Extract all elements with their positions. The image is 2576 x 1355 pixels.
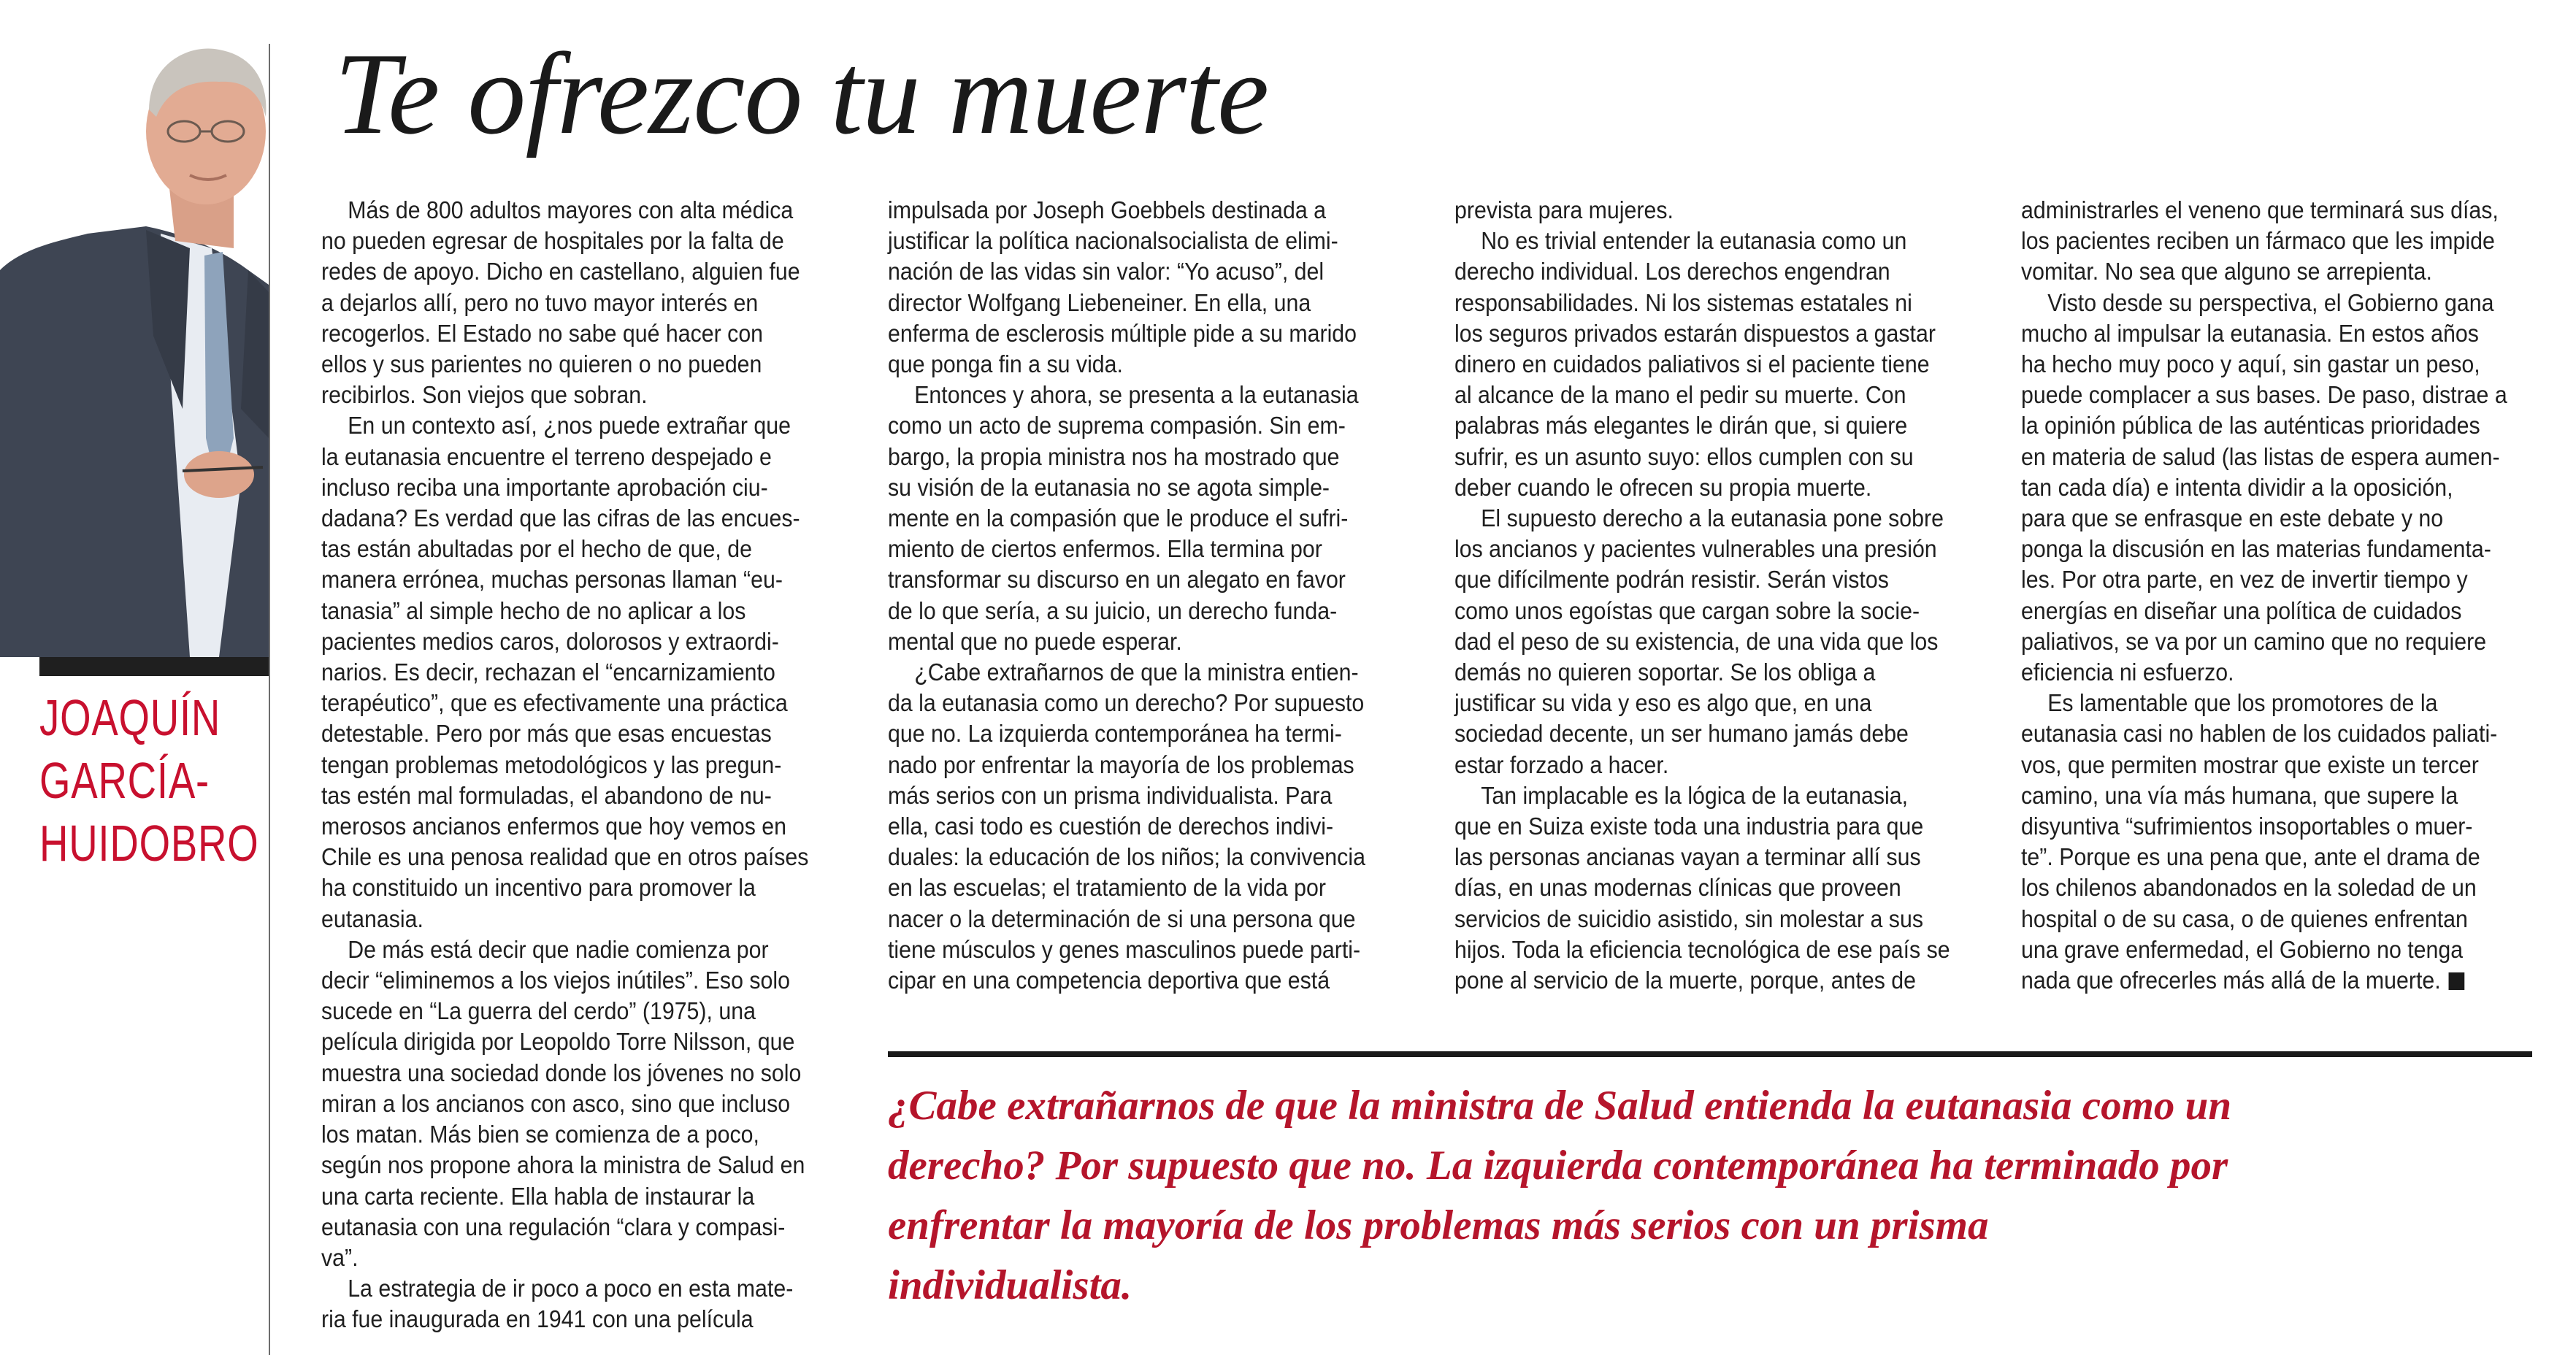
article-line-text: administrarles el veneno que terminará sus días, — [2021, 197, 2499, 224]
article-line-text: prevista para mujeres. — [1454, 197, 1674, 224]
article-line-text: redes de apoyo. Dicho en castellano, alguien fue — [321, 258, 800, 286]
article-line-text: vomitar. No sea que alguno se arrepienta. — [2021, 258, 2432, 286]
article-line-text: para que se enfrasque en este debate y no — [2021, 505, 2444, 533]
article-line — [1454, 288, 1931, 319]
article-line-text: que en Suiza existe toda una industria para que — [1454, 813, 1924, 841]
article-line — [321, 1182, 797, 1213]
article-line-text: ha constituido un incentivo para promover la — [321, 875, 756, 902]
article-line-text: La estrategia de ir poco a poco en esta mate- — [348, 1275, 794, 1303]
article-line-text: sociedad decente, un ser humano jamás debe — [1454, 721, 1909, 748]
article-line-text: justificar su vida y eso es algo que, en una — [1454, 690, 1872, 718]
article-line — [1454, 380, 1931, 411]
article-line — [888, 751, 1364, 781]
article-line — [888, 257, 1364, 288]
article-line — [2021, 596, 2497, 627]
article-line — [321, 873, 797, 904]
article-line-text: enferma de esclerosis múltiple pide a su marido — [888, 320, 1357, 348]
article-line — [1454, 627, 1939, 658]
article-line-text: tengan problemas metodológicos y las pregun- — [321, 751, 782, 779]
article-line-text: No es trivial entender la eutanasia como un — [1481, 228, 1907, 256]
article-line — [321, 905, 797, 935]
article-line-text: mucho al impulsar la eutanasia. En estos años — [2021, 320, 2479, 348]
article-column-3 — [1454, 196, 1950, 997]
article-line-text: como unos egoístas que cargan sobre la socie- — [1454, 597, 1920, 625]
article-line-text: no pueden egresar de hospitales por la falta de — [321, 228, 784, 256]
article-line-text: eutanasia casi no hablen de los cuidados paliati- — [2021, 721, 2498, 748]
article-line-text: tanasia” al simple hecho de no aplicar a los — [321, 597, 746, 625]
article-line-text: les. Por otra parte, en vez de invertir tiempo y — [2021, 567, 2468, 594]
article-line — [321, 1120, 797, 1151]
article-line — [321, 1213, 797, 1243]
article-line-text: los pacientes reciben un fármaco que les impide — [2021, 228, 2495, 256]
article-line — [321, 751, 797, 781]
article-line — [1454, 534, 1937, 565]
article-line — [2021, 781, 2497, 812]
article-line — [321, 442, 797, 473]
author-name-line: GARCÍA- — [39, 752, 210, 809]
article-line — [321, 504, 800, 534]
article-line-text: mental que no puede esperar. — [888, 628, 1182, 656]
article-line-text: las personas ancianas vayan a terminar allí sus — [1454, 844, 1921, 872]
article-line — [2021, 812, 2497, 842]
pull-quote-line: derecho? Por supuesto que no. La izquierda contemporánea ha terminado por — [888, 1143, 2228, 1189]
article-line — [321, 288, 797, 319]
article-line-text: nación de las vidas sin valor: “Yo acuso”, del — [888, 258, 1325, 286]
article-line — [321, 688, 797, 719]
article-line-text: de lo que sería, a su juicio, un derecho funda- — [888, 597, 1338, 625]
article-line-text: que no. La izquierda contemporánea ha termi- — [888, 721, 1342, 748]
article-line-text: servicios de suicidio asistido, sin molestar a sus — [1454, 905, 1923, 933]
article-line — [1454, 905, 1931, 935]
article-line-text: ponga la discusión en las materias fundamenta- — [2021, 536, 2491, 564]
author-photo — [0, 29, 269, 657]
article-line — [888, 380, 1364, 411]
article-line — [888, 688, 1364, 719]
article-line — [1454, 411, 1931, 442]
article-line-text: como un acto de suprema compasión. Sin em- — [888, 412, 1346, 440]
article-line-text: en las escuelas; el tratamiento de la vida por — [888, 875, 1326, 902]
article-line — [321, 1059, 802, 1089]
article-line-text: De más está decir que nadie comienza por — [348, 936, 769, 964]
article-line-text: eutanasia con una regulación “clara y compasi- — [321, 1213, 786, 1241]
article-line-text: derecho individual. Los derechos engendran — [1454, 258, 1890, 286]
article-line — [321, 658, 797, 688]
article-line — [1454, 966, 1931, 997]
article-line-text: los matan. Más bien se comienza de a poco, — [321, 1121, 759, 1149]
article-line — [888, 966, 1364, 997]
article-line — [2021, 719, 2497, 750]
article-column-1 — [321, 196, 809, 1336]
pull-quote-line: enfrentar la mayoría de los problemas más serios con un prisma — [888, 1202, 1989, 1248]
article-line — [2021, 534, 2497, 565]
article-line — [2021, 473, 2497, 504]
article-line — [1454, 935, 1950, 966]
article-line-text: más serios con un prisma individualista. Para — [888, 782, 1333, 810]
article-line — [321, 257, 800, 288]
column-divider-rule — [269, 44, 270, 1355]
author-name — [39, 686, 259, 875]
article-line-text: nada que ofrecerles más allá de la muerte. — [2021, 967, 2441, 995]
article-line-text: hijos. Toda la eficiencia tecnológica de ese país se — [1454, 936, 1950, 964]
article-line-text: dad el peso de su existencia, de una vida que los — [1454, 628, 1939, 656]
article-line — [888, 842, 1364, 873]
article-column-2 — [888, 196, 1364, 997]
article-line-text: impulsada por Joseph Goebbels destinada a — [888, 197, 1327, 224]
article-line — [2021, 442, 2500, 473]
article-line — [321, 1151, 805, 1181]
article-line-text: detestable. Pero por más que esas encuestas — [321, 721, 772, 748]
article-line — [321, 1305, 797, 1335]
article-line-text: la eutanasia encuentre el terreno despejado e — [321, 443, 772, 471]
author-strip — [0, 0, 272, 1355]
article-line — [1454, 473, 1931, 504]
article-line-text: Chile es una penosa realidad que en otros países — [321, 844, 809, 872]
article-line — [1454, 596, 1931, 627]
article-line — [1454, 658, 1931, 688]
article-line — [321, 196, 797, 226]
headline: Te ofrezco tu muerte — [334, 28, 1269, 158]
pull-quote-line: ¿Cabe extrañarnos de que la ministra de Salud entienda la eutanasia como un — [888, 1083, 2232, 1129]
article-line — [2021, 905, 2497, 935]
article-line — [1454, 257, 1931, 288]
article-line — [321, 319, 797, 350]
article-line — [321, 1243, 797, 1274]
article-line-text: puede complacer a sus bases. De paso, distrae a — [2021, 382, 2507, 410]
article-line-text: recogerlos. El Estado no sabe qué hacer con — [321, 320, 764, 348]
article-line — [321, 966, 797, 997]
article-line-text: director Wolfgang Liebeneiner. En ella, una — [888, 289, 1311, 317]
article-line — [2021, 627, 2497, 658]
article-line-text: disyuntiva “sufrimientos insoportables o muer- — [2021, 813, 2473, 841]
article-line — [2021, 257, 2497, 288]
article-line-text: su visión de la eutanasia no se agota simple- — [888, 474, 1330, 502]
article-line-text: terapéutico”, que es efectivamente una práctica — [321, 690, 788, 718]
article-line-text: los seguros privados estarán dispuestos a gastar — [1454, 320, 1936, 348]
article-line — [888, 565, 1364, 596]
article-line — [1454, 719, 1931, 750]
article-line — [888, 719, 1364, 750]
article-line-text: en materia de salud (las listas de espera aumen- — [2021, 443, 2500, 471]
article-line — [2021, 380, 2507, 411]
article-line-text: responsabilidades. Ni los sistemas estatales ni — [1454, 289, 1912, 317]
author-name-line: JOAQUÍN — [39, 689, 221, 746]
article-line-text: dadana? Es verdad que las cifras de las encues- — [321, 505, 800, 533]
article-line — [1454, 350, 1931, 380]
article-line-text: una carta reciente. Ella habla de instaurar la — [321, 1183, 755, 1210]
article-line-text: miran a los ancianos con asco, sino que incluso — [321, 1090, 791, 1118]
article-line — [321, 1027, 797, 1058]
article-line-text: cipar en una competencia deportiva que está — [888, 967, 1330, 995]
article-line — [2021, 658, 2497, 688]
article-line — [321, 812, 797, 842]
article-line-text: tas están abultadas por el hecho de que, de — [321, 536, 752, 564]
article-line-text: va”. — [321, 1244, 359, 1272]
article-line-text: te”. Porque es una pena que, ante el drama de — [2021, 844, 2480, 872]
article-line-text: estar forzado a hacer. — [1454, 751, 1669, 779]
article-line-text: sufrir, es un asunto suyo: ellos cumplen con su — [1454, 443, 1914, 471]
article-line-text: El supuesto derecho a la eutanasia pone sobre — [1481, 505, 1944, 533]
article-line-text: transformar su discurso en un alegato en favor — [888, 567, 1346, 594]
article-line-text: una grave enfermedad, el Gobierno no tenga — [2021, 936, 2464, 964]
article-line-text: vos, que permiten mostrar que existe un tercer — [2021, 751, 2479, 779]
article-line-text: dinero en cuidados paliativos si el paciente tiene — [1454, 351, 1930, 379]
article-line — [888, 812, 1364, 842]
article-line-text: manera errónea, muchas personas llaman “eu- — [321, 567, 783, 594]
article-line-text: narios. Es decir, rechazan el “encarnizamiento — [321, 659, 775, 687]
article-line — [321, 596, 797, 627]
article-line — [321, 935, 797, 966]
article-line — [2021, 350, 2497, 380]
article-line-text: película dirigida por Leopoldo Torre Nilsson, que — [321, 1029, 795, 1056]
article-line — [888, 411, 1364, 442]
article-line-text: tas estén mal formuladas, el abandono de nu- — [321, 782, 772, 810]
article-line-text: muestra una sociedad donde los jóvenes no solo — [321, 1059, 802, 1087]
article-line — [888, 658, 1364, 688]
article-line — [2021, 873, 2497, 904]
article-line — [2021, 751, 2497, 781]
pull-quote-rule — [888, 1051, 2532, 1057]
article-line — [321, 1274, 797, 1305]
article-line — [321, 473, 797, 504]
article-line — [888, 442, 1364, 473]
article-line-text: los ancianos y pacientes vulnerables una presión — [1454, 536, 1937, 564]
article-line — [1454, 442, 1931, 473]
article-line-text: energías en diseñar una política de cuidados — [2021, 597, 2462, 625]
article-line — [321, 781, 797, 812]
article-line-text: bargo, la propia ministra nos ha mostrado que — [888, 443, 1340, 471]
article-column-4 — [2021, 196, 2507, 997]
article-line — [888, 534, 1364, 565]
article-line-text: merosos ancianos enfermos que hoy vemos en — [321, 813, 787, 841]
article-line-text: deber cuando le ofrecen su propia muerte. — [1454, 474, 1872, 502]
article-line-text: pacientes medios caros, dolorosos y extraordi- — [321, 628, 779, 656]
article-line — [2021, 196, 2497, 226]
article-line — [888, 596, 1364, 627]
article-line — [888, 935, 1364, 966]
article-line — [2021, 226, 2497, 257]
article-line — [888, 905, 1364, 935]
article-line-text: hospital o de su casa, o de quienes enfrentan — [2021, 905, 2468, 933]
article-line — [2021, 411, 2497, 442]
article-line-text: miento de ciertos enfermos. Ella termina por — [888, 536, 1322, 564]
article-line — [321, 565, 797, 596]
article-line-text: demás no quieren soportar. Se los obliga a — [1454, 659, 1876, 687]
author-portrait-image — [0, 29, 269, 657]
article-line — [2021, 319, 2497, 350]
article-line — [321, 534, 797, 565]
article-line-text: recibirlos. Son viejos que sobran. — [321, 382, 648, 410]
article-line — [2021, 935, 2497, 966]
article-line — [321, 226, 797, 257]
article-line-text: Tan implacable es la lógica de la eutanasia, — [1481, 782, 1909, 810]
article-line-text: pone al servicio de la muerte, porque, antes de — [1454, 967, 1917, 995]
article-line — [888, 781, 1364, 812]
article-line — [321, 627, 797, 658]
article-line-text: eficiencia ni esfuerzo. — [2021, 659, 2234, 687]
article-line-text: tiene músculos y genes masculinos puede parti- — [888, 936, 1361, 964]
article-line-text: duales: la educación de los niños; la convivencia — [888, 844, 1365, 872]
article-line-text: camino, una vía más humana, que supere la — [2021, 782, 2458, 810]
article-line-text: justificar la política nacionalsocialista de elimi- — [888, 228, 1338, 256]
article-line-text: días, en unas modernas clínicas que proveen — [1454, 875, 1901, 902]
article-line — [888, 504, 1364, 534]
article-line — [1454, 504, 1944, 534]
article-line — [1454, 565, 1931, 596]
article-line-text: Entonces y ahora, se presenta a la eutanasia — [914, 382, 1359, 410]
pull-quote-line: individualista. — [888, 1262, 1132, 1308]
article-line — [321, 380, 797, 411]
author-name-line: HUIDOBRO — [39, 815, 259, 872]
article-line — [1454, 751, 1931, 781]
article-line-text: nacer o la determinación de si una persona que — [888, 905, 1356, 933]
article-line — [321, 1089, 797, 1120]
article-line — [1454, 196, 1931, 226]
article-line — [888, 473, 1364, 504]
article-line — [2021, 966, 2497, 997]
article-line — [888, 350, 1364, 380]
article-line-text: palabras más elegantes le dirán que, si quiere — [1454, 412, 1908, 440]
article-line — [321, 719, 797, 750]
article-line-text: a dejarlos allí, pero no tuvo mayor interés en — [321, 289, 759, 317]
article-line — [2021, 842, 2497, 873]
article-line — [321, 350, 797, 380]
article-line-text: paliativos, se va por un camino que no requiere — [2021, 628, 2487, 656]
article-line — [888, 196, 1364, 226]
article-line-text: sucede en “La guerra del cerdo” (1975), una — [321, 998, 756, 1026]
article-line — [2021, 504, 2497, 534]
article-line — [1454, 319, 1936, 350]
article-line-text: Es lamentable que los promotores de la — [2047, 690, 2438, 718]
article-line — [321, 997, 797, 1027]
article-line — [1454, 226, 1931, 257]
article-line-text: Visto desde su perspectiva, el Gobierno gana — [2047, 289, 2494, 317]
article-line — [888, 627, 1364, 658]
article-line-text: decir “eliminemos a los viejos inútiles”. Eso solo — [321, 967, 790, 995]
article-line-text: según nos propone ahora la ministra de Salud en — [321, 1152, 805, 1180]
article-line — [1454, 873, 1931, 904]
article-line-text: que difícilmente podrán resistir. Serán vistos — [1454, 567, 1889, 594]
pull-quote — [888, 1076, 2567, 1316]
article-line-text: incluso reciba una importante aprobación ciu- — [321, 474, 768, 502]
article-line — [888, 873, 1364, 904]
article-line-text: En un contexto así, ¿nos puede extrañar que — [348, 412, 791, 440]
article-line — [321, 411, 797, 442]
article-line-text: da la eutanasia como un derecho? Por supuesto — [888, 690, 1365, 718]
article-line — [321, 842, 809, 873]
author-name-bar — [39, 657, 269, 676]
article-line-text: la opinión pública de las auténticas prioridades — [2021, 412, 2480, 440]
article-line — [888, 319, 1364, 350]
article-line — [1454, 781, 1931, 812]
article-line-text: ha hecho muy poco y aquí, sin gastar un peso, — [2021, 351, 2480, 379]
article-line — [2021, 565, 2497, 596]
article-line-text: ¿Cabe extrañarnos de que la ministra entien- — [914, 659, 1359, 687]
article-line-text: ria fue inaugurada en 1941 con una película — [321, 1306, 754, 1334]
article-line — [1454, 812, 1931, 842]
article-line-text: al alcance de la mano el pedir su muerte. Con — [1454, 382, 1906, 410]
article-line-text: tan cada día) e intenta dividir a la oposición, — [2021, 474, 2453, 502]
article-line-text: nado por enfrentar la mayoría de los problemas — [888, 751, 1354, 779]
article-line-text: Más de 800 adultos mayores con alta médica — [348, 197, 794, 224]
article-line — [1454, 688, 1931, 719]
article-line-text: los chilenos abandonados en la soledad de un — [2021, 875, 2477, 902]
article-line-text: eutanasia. — [321, 905, 423, 933]
article-line — [1454, 842, 1931, 873]
article-line-text: mente en la compasión que le produce el sufri- — [888, 505, 1349, 533]
article-line — [888, 226, 1364, 257]
article-line — [888, 288, 1364, 319]
article-line — [2021, 688, 2497, 719]
article-line — [2021, 288, 2497, 319]
article-line-text: ella, casi todo es cuestión de derechos indivi- — [888, 813, 1334, 841]
article-line-text: ellos y sus parientes no quieren o no pueden — [321, 351, 762, 379]
end-of-article-mark — [2449, 972, 2465, 990]
article-line-text: que ponga fin a su vida. — [888, 351, 1123, 379]
